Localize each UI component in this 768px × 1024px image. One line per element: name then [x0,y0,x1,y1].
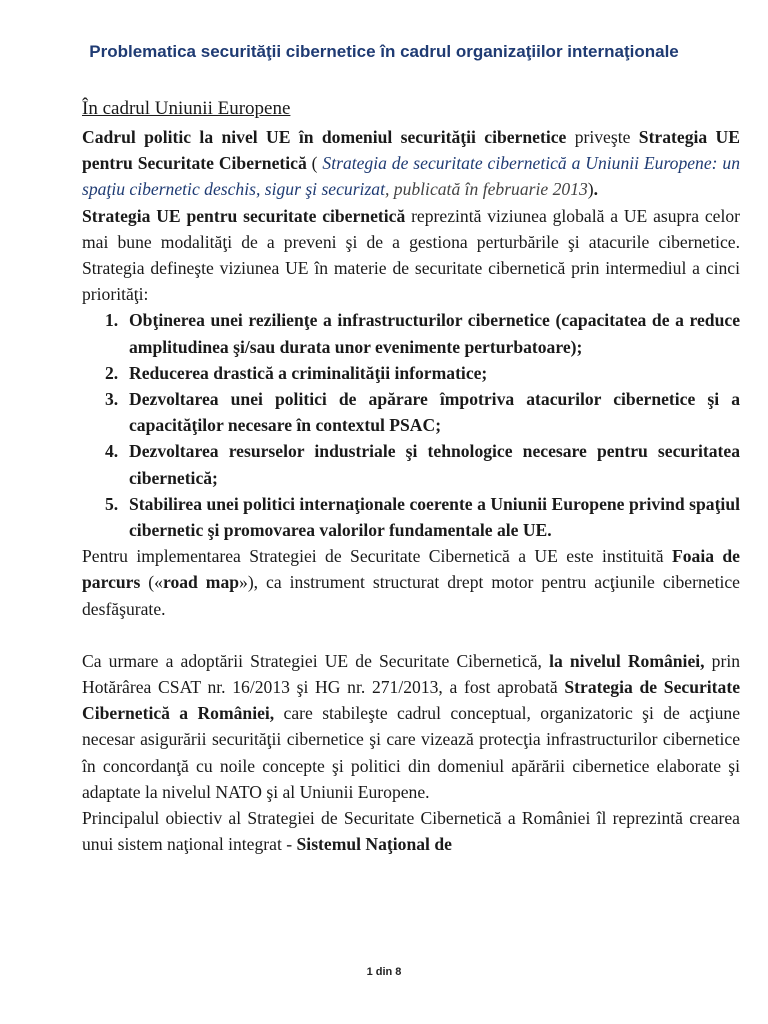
paragraph-spacer [82,622,740,648]
list-item [82,386,740,438]
list-item [82,360,740,386]
list-item [82,491,740,543]
paragraph-lead: Cadrul politic la nivel UE în domeniul securităţii cibernetice [82,127,567,147]
list-item-text: Stabilirea unei politici internaţionale coerente a Uniunii Europene privind spaţiul cibernetic şi promovarea valorilor fundamentale ale UE. [129,493,740,541]
page-number: 1 din 8 [366,966,402,978]
list-number: 2. [105,362,119,383]
list-number: 3. [105,389,119,410]
list-number: 4. [105,441,119,462]
romania-level: la nivelul României, [549,650,705,671]
list-item-text: Dezvoltarea resurselor industriale şi tehnologice necesare pentru securitatea cibernetică; [129,441,740,488]
list-item [82,307,740,359]
strategy-name: Strategia UE pentru Securitate Cibernetică [82,127,740,174]
national-system-name: Sistemul Naţional de [296,834,452,855]
section-heading: În cadrul Uniunii Europene [82,98,291,119]
list-item-text: Obţinerea unei rezilienţe a infrastructurilor cibernetice (capacitatea de a reduce amplitudinea şi/sau durata unor evenimente perturbatoare); [129,310,740,357]
paragraph-road-map: Pentru implementarea Strategiei de Securitate Cibernetică a UE este instituită Foaia de parcurs («road map»), ca instrument structurat drept motor pentru acţiunile cibernetice desfăşurate. [82,546,740,619]
road-map-english: road map [162,572,240,593]
romania-strategy-name: Strategia de Securitate Cibernetică a României, [82,677,740,724]
document-title: Problematica securităţii cibernetice în cadrul organizaţiilor internaţionale [89,42,679,61]
paragraph-eu-framework: Cadrul politic la nivel UE în domeniul securităţii cibernetice priveşte Strategia UE pentru Securitate Cibernetică ( Strategia de securitate cibernetică a Uniunii Europene: un spaţiu cibernetic deschis, sigur şi securizat, publicată în februarie 2013). [82,127,741,200]
priorities-list [82,307,740,543]
list-item [82,438,740,490]
list-number: 1. [105,310,119,331]
paragraph-main-objective: Principalul obiectiv al Strategiei de Securitate Cibernetică a României îl reprezintă crearea unui sistem naţional integrat - Sistemul Naţional de [82,808,740,855]
list-item-text: Dezvoltarea unei politici de apărare împotriva atacurilor cibernetice şi a capacităţilor necesare în contextul PSAC; [129,389,740,436]
paragraph-strategy-vision: Strategia UE pentru securitate cibernetică reprezintă viziunea globală a UE asupra celor mai bune modalităţi de a preveni şi de a gestiona perturbările şi atacurile cibernetice. Strategia defineşte viziunea UE în materie de securitate cibernetică prin intermediul a cinci priorităţi: [82,205,740,305]
publication-date: , publicată în februarie 2013 [384,179,588,200]
paragraph-romania-strategy: Ca urmare a adoptării Strategiei UE de Securitate Cibernetică, la nivelul României, prin Hotărârea CSAT nr. 16/2013 şi HG nr. 271/2013, a fost aprobată Strategia de Securitate Cibernetică a României, care stabileşte cadrul conceptual, organizatoric şi de acţiune necesar asigurării securităţii cibernetice şi care vizează protecţia infrastructurilor cibernetice în concordanţă cu noile concepte şi politici din domeniul apărării cibernetice elaborate şi adaptate la nivelul NATO şi al Uniunii Europene. [82,650,741,802]
road-map-term: Foaia de parcurs [82,546,740,593]
strategy-full-title: Strategia de securitate cibernetică a Uniunii Europene: un spaţiu cibernetic deschis, sigur şi securizat [82,153,741,200]
list-number: 5. [105,493,119,514]
strategy-name: Strategia UE pentru securitate cibernetică [82,205,406,226]
list-item-text: Reducerea drastică a criminalităţii informatice; [129,362,488,383]
document-body [82,124,740,857]
